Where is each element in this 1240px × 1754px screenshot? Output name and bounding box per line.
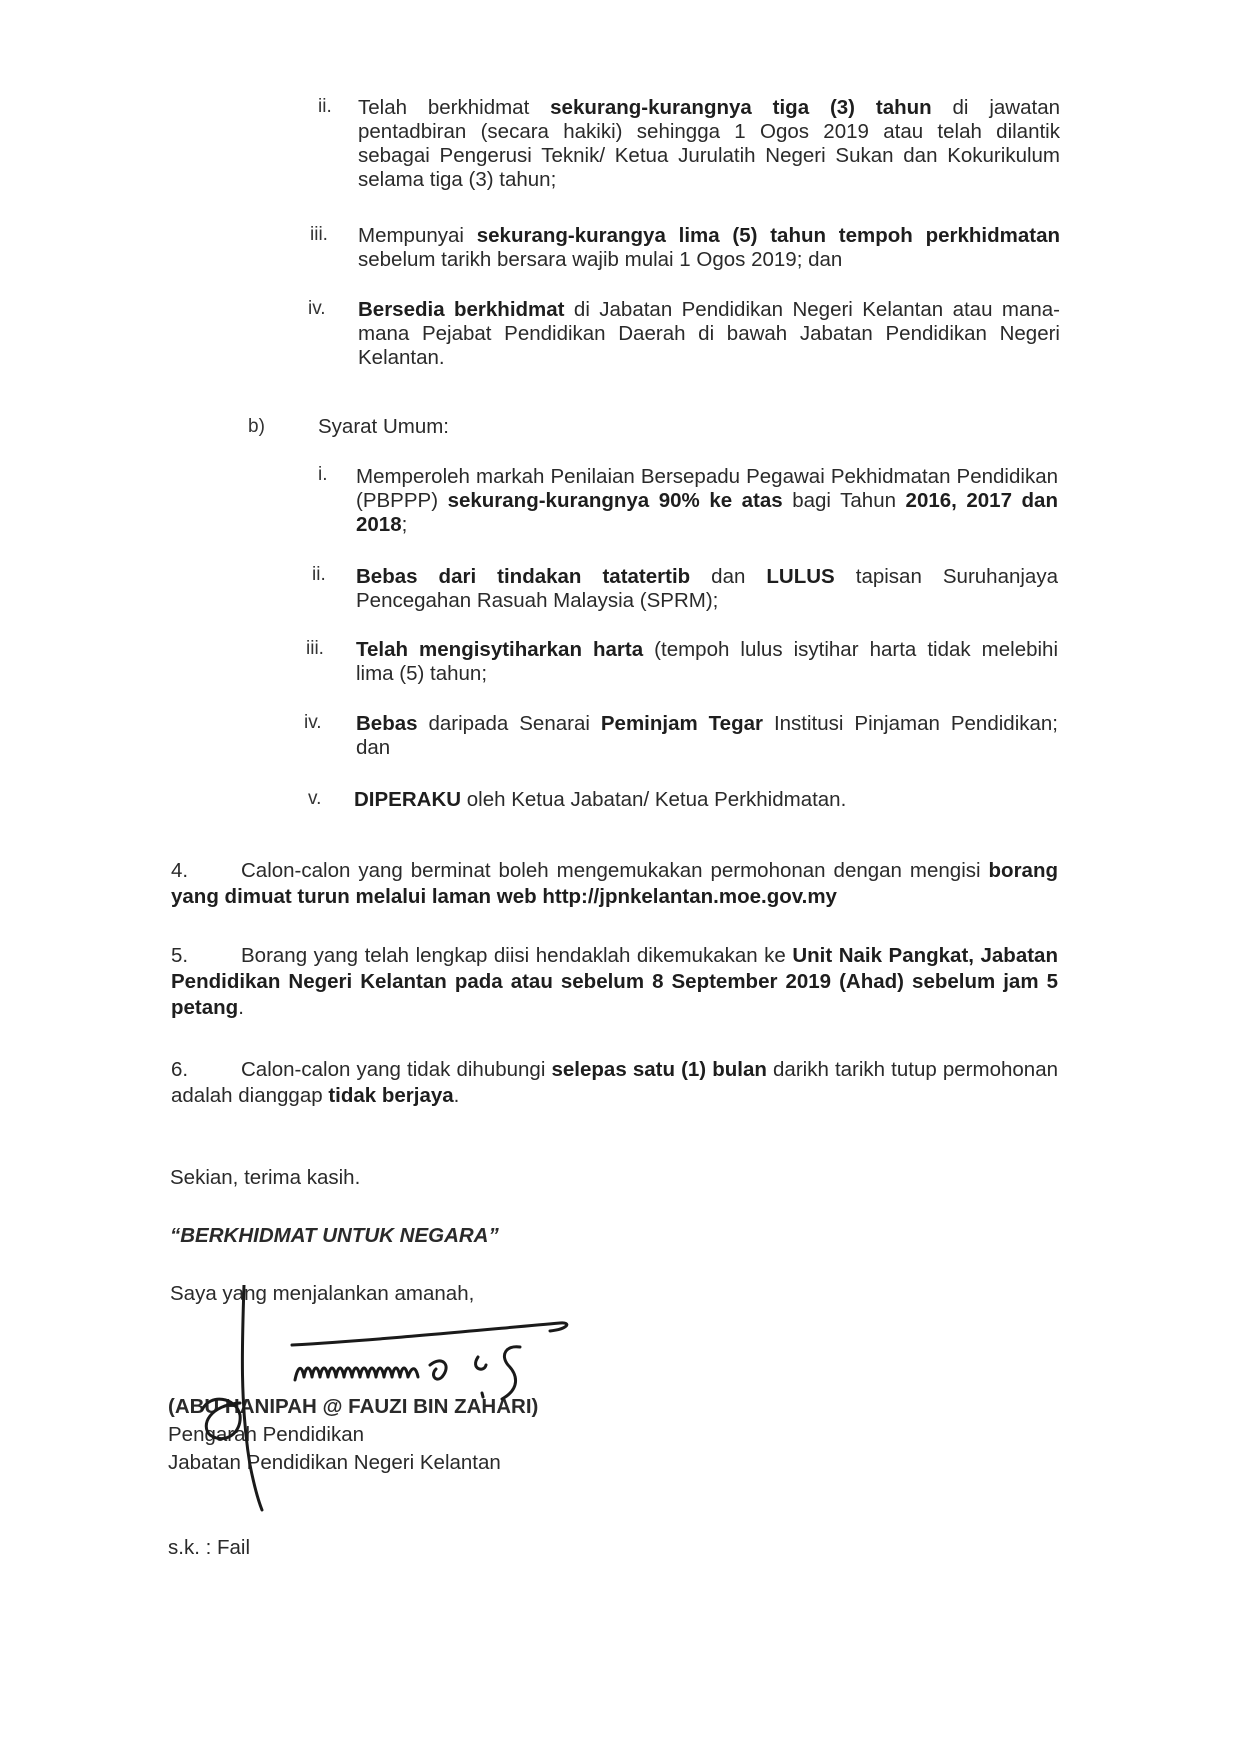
text-run: . xyxy=(453,1084,460,1107)
text-run: daripada Senarai xyxy=(417,712,601,735)
motto: “BERKHIDMAT UNTUK NEGARA” xyxy=(170,1224,499,1247)
closing-thanks: Sekian, terima kasih. xyxy=(170,1166,361,1189)
section-heading: Syarat Umum: xyxy=(318,415,449,438)
signatory-department: Jabatan Pendidikan Negeri Kelantan xyxy=(168,1451,501,1474)
item-number: iv. xyxy=(308,298,326,319)
signatory-title: Pengarah Pendidikan xyxy=(168,1423,365,1446)
signature-icon xyxy=(180,1285,590,1515)
text-run: (tempoh lulus isytihar harta tidak melebihi lima (5) tahun; xyxy=(356,638,1058,685)
bold-text: tidak berjaya xyxy=(328,1084,454,1107)
trust-line: Saya yang menjalankan amanah, xyxy=(170,1282,475,1305)
requirement-text xyxy=(356,465,1058,537)
item-number: v. xyxy=(308,788,322,809)
cc-line: s.k. : Fail xyxy=(168,1536,251,1559)
bold-text: 2016, 2017 dan 2018 xyxy=(356,489,1058,536)
requirement-text xyxy=(358,224,1060,272)
requirement-text xyxy=(358,298,1060,370)
bold-text: Bebas xyxy=(356,712,418,735)
text-run: tapisan Suruhanjaya Pencegahan Rasuah Malaysia (SPRM); xyxy=(356,565,1058,612)
bold-text: borang yang dimuat turun melalui laman web http://jpnkelantan.moe.gov.my xyxy=(171,859,1058,908)
bold-text: Peminjam Tegar xyxy=(600,712,763,735)
bold-text: sekurang-kurangya lima (5) tahun tempoh perkhidmatan xyxy=(476,224,1060,247)
item-number: ii. xyxy=(318,96,332,117)
text-run: Calon-calon yang berminat boleh mengemukakan permohonan dengan mengisi xyxy=(241,859,989,882)
text-run: Telah berkhidmat xyxy=(358,96,551,119)
section-label: b) xyxy=(248,416,265,437)
paragraph-6 xyxy=(171,1057,1058,1109)
text-run: Institusi Pinjaman Pendidikan; dan xyxy=(356,712,1058,759)
paragraph-4 xyxy=(171,858,1058,910)
bold-text: LULUS xyxy=(766,565,835,588)
requirement-text xyxy=(356,712,1058,760)
text-run: Borang yang telah lengkap diisi hendaklah dikemukakan ke xyxy=(241,944,793,967)
item-number: ii. xyxy=(312,564,326,585)
bold-text: selepas satu (1) bulan xyxy=(551,1058,767,1081)
text-run: di Jabatan Pendidikan Negeri Kelantan atau mana-mana Pejabat Pendidikan Daerah di bawah Jabatan Pendidikan Negeri Kelantan. xyxy=(358,298,1060,369)
item-number: iii. xyxy=(310,224,328,245)
text-run: darikh tarikh tutup permohonan adalah dianggap xyxy=(171,1058,1058,1107)
bold-text: Telah mengisytiharkan harta xyxy=(356,638,644,661)
bold-text: sekurang-kurangnya tiga (3) tahun xyxy=(550,96,932,119)
text-run: Mempunyai xyxy=(358,224,477,247)
item-number: iii. xyxy=(306,638,324,659)
text-run: Calon-calon yang tidak dihubungi xyxy=(241,1058,552,1081)
paragraph-number: 6. xyxy=(171,1058,189,1081)
signatory-name: (ABU HANIPAH @ FAUZI BIN ZAHARI) xyxy=(168,1395,539,1418)
bold-text: Unit Naik Pangkat, Jabatan Pendidikan Negeri Kelantan pada atau sebelum 8 September 2019 (Ahad) sebelum jam 5 petang xyxy=(171,944,1058,1019)
requirement-text xyxy=(358,96,1060,192)
text-run: . xyxy=(238,996,244,1019)
text-run: bagi Tahun xyxy=(782,489,906,512)
text-run: oleh Ketua Jabatan/ Ketua Perkhidmatan. xyxy=(461,788,847,811)
paragraph-number: 5. xyxy=(171,944,189,967)
paragraph-number: 4. xyxy=(171,859,189,882)
requirement-text xyxy=(356,565,1058,613)
text-run: ; xyxy=(401,513,408,536)
requirement-text xyxy=(356,638,1058,686)
text-run: di jawatan pentadbiran (secara hakiki) sehingga 1 Ogos 2019 atau telah dilantik sebagai Pengerusi Teknik/ Ketua Jurulatih Negeri Sukan dan Kokurikulum selama tiga (3) tahun; xyxy=(358,96,1061,191)
item-number: iv. xyxy=(304,712,322,733)
bold-text: Bebas dari tindakan tatatertib xyxy=(356,565,691,588)
text-run: dan xyxy=(690,565,767,588)
bold-text: sekurang-kurangnya 90% ke atas xyxy=(447,489,783,512)
text-run: sebelum tarikh bersara wajib mulai 1 Ogos 2019; dan xyxy=(358,248,843,271)
item-number: i. xyxy=(318,464,328,485)
text-run: Memperoleh markah Penilaian Bersepadu Pegawai Pekhidmatan Pendidikan (PBPPP) xyxy=(356,465,1058,512)
bold-text: Bersedia berkhidmat xyxy=(358,298,565,321)
paragraph-5 xyxy=(171,943,1058,1021)
bold-text: DIPERAKU xyxy=(354,788,462,811)
requirement-text xyxy=(354,788,1056,812)
